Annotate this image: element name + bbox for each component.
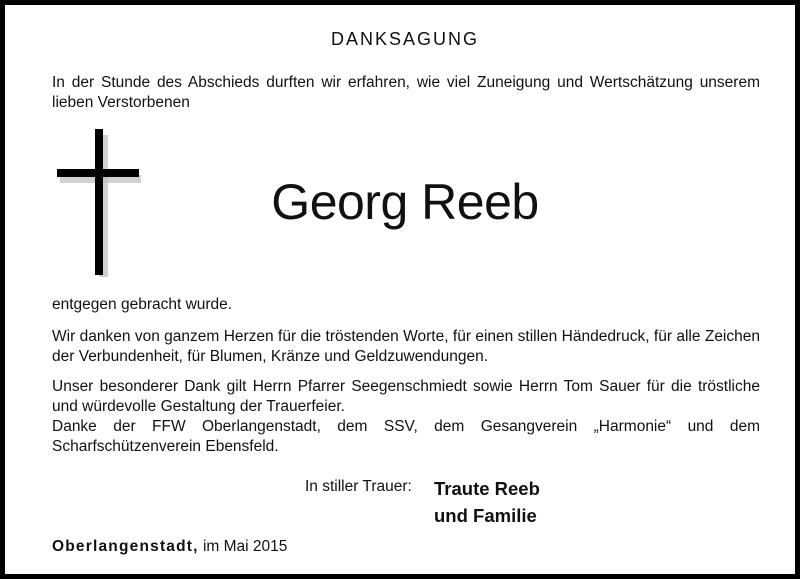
mourning-label: In stiller Trauer: <box>305 478 412 495</box>
place-date <box>52 538 287 556</box>
intro-text: In der Stunde des Abschieds durften wir erfahren, wie viel Zuneigung und Wertschätzung unserem lieben Verstorbenen <box>52 74 760 111</box>
mourners <box>434 475 540 529</box>
mourner-name: Traute Reeb <box>434 478 540 499</box>
special-thanks-paragraph <box>52 377 760 457</box>
after-name-text: entgegen gebracht wurde. <box>52 296 233 313</box>
deceased-name: Georg Reeb <box>271 174 539 230</box>
date: im Mai 2015 <box>202 538 288 555</box>
mourner-family: und Familie <box>434 505 537 526</box>
special-thanks-line-2: Danke der FFW Oberlangenstadt, dem SSV, dem Gesangverein „Harmonie“ und dem Scharfschützenverein Ebensfeld. <box>52 418 760 455</box>
thanks-paragraph: Wir danken von ganzem Herzen für die tröstenden Worte, für einen stillen Händedruck, für alle Zeichen der Verbundenheit, für Blumen, Kränze und Geldzuwendungen. <box>52 328 760 365</box>
heading: DANKSAGUNG <box>330 29 480 49</box>
special-thanks-line-1: Unser besonderer Dank gilt Herrn Pfarrer Seegenschmiedt sowie Herrn Tom Sauer für die tröstliche und würdevolle Gestaltung der Trauerfeier. <box>52 378 760 415</box>
place: Oberlangenstadt, <box>52 538 199 555</box>
